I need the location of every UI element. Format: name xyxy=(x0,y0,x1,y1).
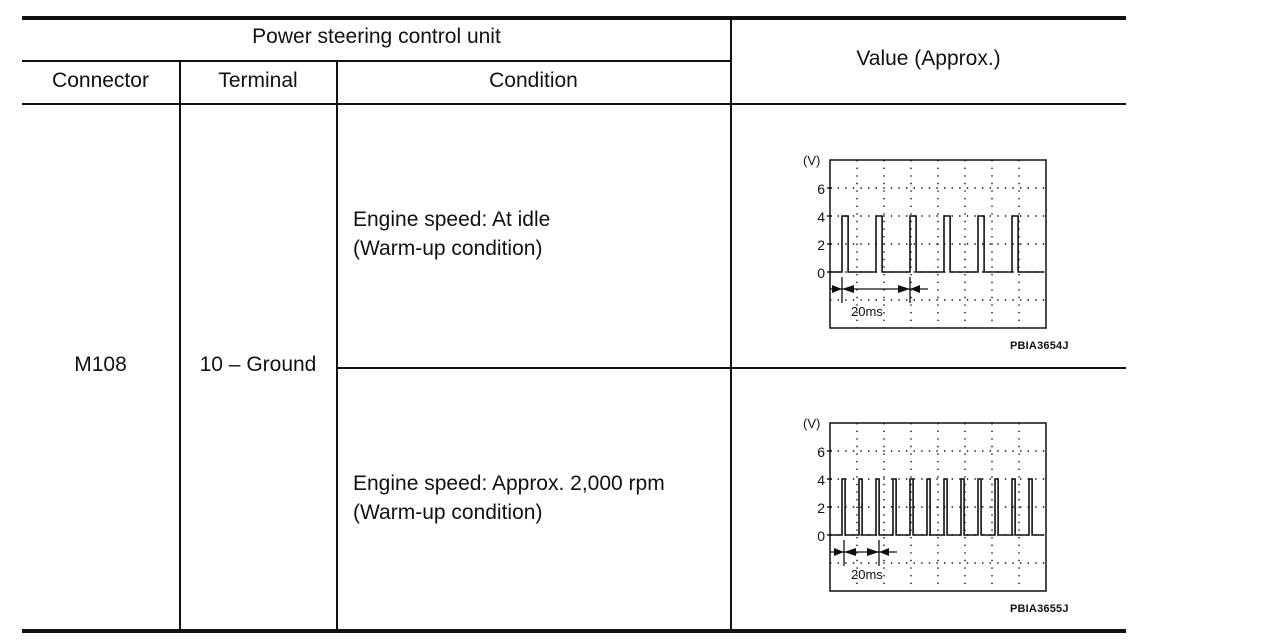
figure-code-row-2: PBIA3655J xyxy=(1010,603,1069,615)
table-bottom-rule xyxy=(22,629,1126,633)
connector-value: M108 xyxy=(74,353,127,376)
col-divider-condition-value xyxy=(730,18,732,631)
oscilloscope-row-1 xyxy=(795,148,1065,333)
scope-y-tick-4: 4 xyxy=(817,209,825,225)
header-bottom-rule xyxy=(22,103,1126,105)
group-header: Power steering control unit xyxy=(252,25,501,48)
value-header: Value (Approx.) xyxy=(856,47,1001,70)
oscilloscope-graph-row-1 xyxy=(795,148,1065,333)
condition-row-2 xyxy=(353,469,665,527)
scope-y-tick-0: 0 xyxy=(817,265,825,281)
scope-unit-label: (V) xyxy=(803,416,821,431)
scope-y-tick-0: 0 xyxy=(817,528,825,544)
condition-row-1 xyxy=(353,205,550,263)
col-divider-terminal-condition xyxy=(336,61,338,631)
oscilloscope-row-2 xyxy=(795,411,1065,596)
condition-header: Condition xyxy=(489,69,578,92)
scope-unit-label: (V) xyxy=(803,153,821,168)
terminal-header: Terminal xyxy=(218,69,298,92)
row-divider-rule xyxy=(337,367,1126,369)
scope-time-arrow-inner-left xyxy=(844,548,856,556)
scope-time-arrow-left xyxy=(834,548,844,556)
scope-time-arrow-right xyxy=(910,285,920,293)
condition-row-1-line-1: Engine speed: At idle xyxy=(353,208,551,231)
scope-time-label: 20ms xyxy=(851,567,883,582)
scope-y-tick-6: 6 xyxy=(817,181,825,197)
oscilloscope-graph-row-2 xyxy=(795,411,1065,596)
scope-time-label: 20ms xyxy=(851,304,883,319)
condition-row-1-line-2: (Warm-up condition) xyxy=(353,237,543,260)
connector-header: Connector xyxy=(52,69,149,92)
col-divider-connector-terminal xyxy=(179,61,181,631)
scope-y-tick-4: 4 xyxy=(817,472,825,488)
scope-time-arrow-inner-right xyxy=(867,548,879,556)
figure-code-row-1: PBIA3654J xyxy=(1010,340,1069,352)
group-header-rule xyxy=(22,60,731,62)
terminal-value: 10 – Ground xyxy=(199,353,317,376)
table-top-rule xyxy=(22,16,1126,20)
scope-y-tick-2: 2 xyxy=(817,500,825,516)
condition-row-2-line-2: (Warm-up condition) xyxy=(353,501,543,524)
scope-time-arrow-left xyxy=(832,285,842,293)
condition-row-2-line-1: Engine speed: Approx. 2,000 rpm xyxy=(353,472,665,495)
scope-time-arrow-inner-left xyxy=(842,285,854,293)
scope-y-tick-2: 2 xyxy=(817,237,825,253)
scope-time-arrow-inner-right xyxy=(898,285,910,293)
scope-time-arrow-right xyxy=(879,548,889,556)
scope-y-tick-6: 6 xyxy=(817,444,825,460)
